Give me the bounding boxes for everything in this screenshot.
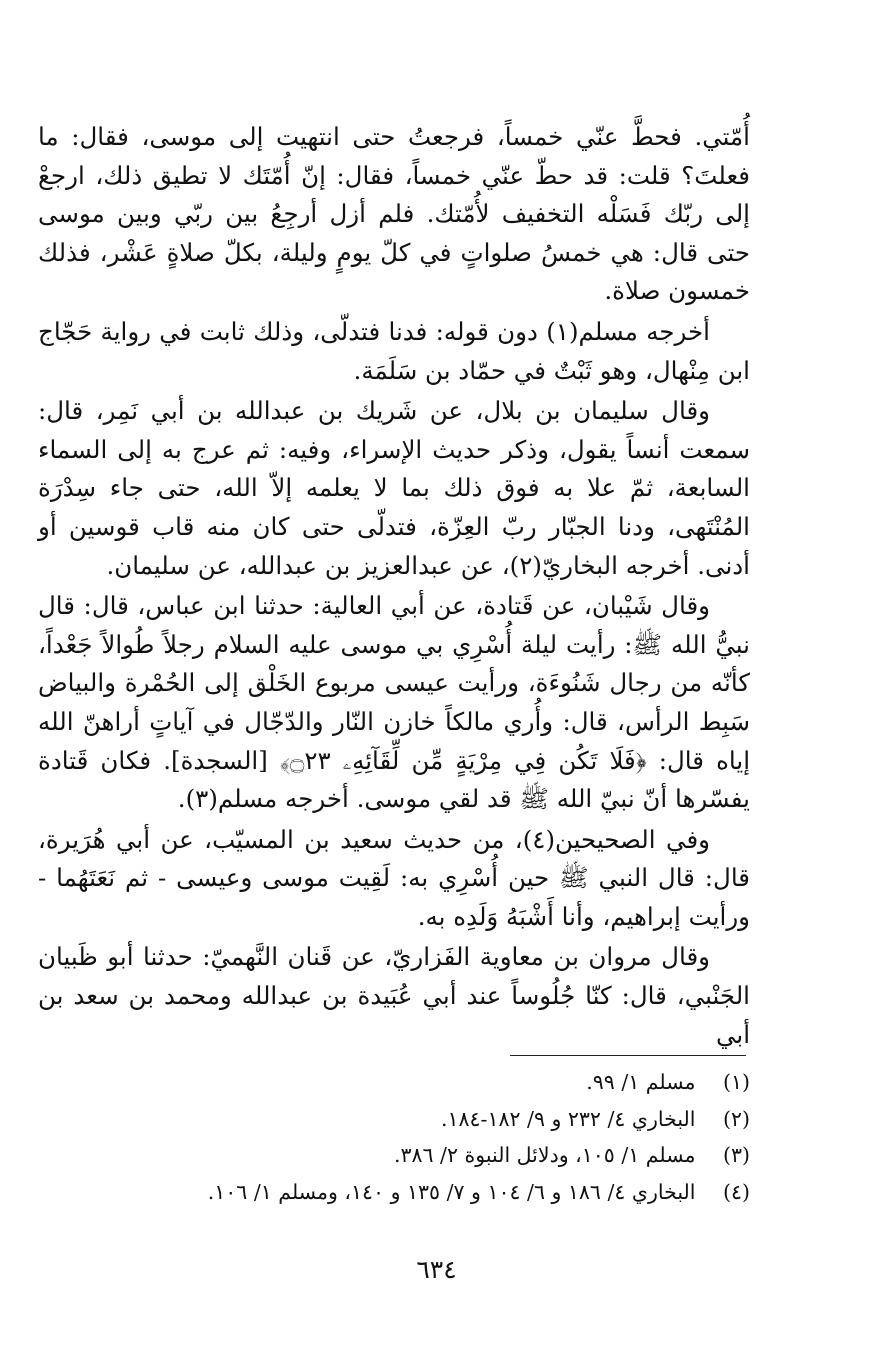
paragraph-5: وفي الصحيحين(٤)، من حديث سعيد بن المسيّب، عن أبي هُرَيرة، قال: قال النبي ﷺ حين أُسْرِي به: لَقِيت موسى وعيسى - ثم نَعَتَهُما - ورأيت إبراهيم، وأنا أَشْبَهُ وَلَدِه به. bbox=[38, 824, 750, 931]
paragraph-1: أُمّتي. فحطَّ عنّي خمساً، فرجعتُ حتى انتهيت إلى موسى، فقال: ما فعلتَ؟ قلت: قد حطّ عنّي خمساً، فقال: إنّ أُمّتَك لا تطيق ذلك، ارجعْ إلى ربّك فَسَلْه التخفيف لأُمّتك. فلم أزل أرجِعُ بين ربّي وبين موسى حتى قال: هي خمسُ صلواتٍ في كلّ يومٍ وليلة، بكلّ صلاةٍ عَشْر، فذلك خمسون صلاة. bbox=[38, 122, 750, 306]
footnote-number: (٤) bbox=[722, 1179, 750, 1204]
footnote-separator bbox=[510, 1055, 746, 1056]
footnote-number: (٢) bbox=[722, 1106, 750, 1131]
footnotes bbox=[150, 1064, 750, 1210]
main-text bbox=[38, 118, 750, 1056]
paragraph-4: وقال شَيْبان، عن قَتادة، عن أبي العالية: حدثنا ابن عباس، قال: قال نبيُّ الله ﷺ: رأيت ليلة أُسْرِي بي موسى عليه السلام رجلاً طُوالاً جَعْداً، كأنّه من رجال شَنُوءَة، ورأيت عيسى مربوع الخَلْق إلى الحُمْرة والبياض سَبِط الرأس، قال: وأُري مالكاً خازن النّار والدّجّال في آياتٍ أراهنّ الله إياه قال: ﴿فَلَا تَكُن فِي مِرْيَةٍ مِّن لِّقَآئِهِۦ ۝٢٣﴾ [السجدة]. فكان قَتادة يفسّرها أنّ نبيّ الله ﷺ قد لقي موسى. أخرجه مسلم(٣). bbox=[38, 591, 751, 814]
page-number: ٦٣٤ bbox=[416, 1255, 457, 1284]
footnote-3 bbox=[150, 1137, 750, 1174]
paragraph-3: وقال سليمان بن بلال، عن شَريك بن عبدالله بن أبي نَمِر، قال: سمعت أنساً يقول، وذكر حديث الإسراء، وفيه: ثم عرج به إلى السماء السابعة، ثمّ علا به فوق ذلك بما لا يعلمه إلاّ الله، حتى جاء سِدْرَة المُنْتَهى، ودنا الجبّار ربّ العِزّة، فتدلّى حتى كان منه قاب قوسين أو أدنى. أخرجه البخاريّ(٢)، عن عبدالعزيز بن عبدالله، عن سليمان. bbox=[38, 396, 750, 580]
footnote-text: مسلم ١/ ٩٩. bbox=[586, 1070, 696, 1094]
footnote-2 bbox=[150, 1101, 750, 1138]
footnote-1 bbox=[150, 1064, 750, 1101]
paragraph-2: أخرجه مسلم(١) دون قوله: فدنا فتدلّى، وذلك ثابت في رواية حَجّاج ابن مِنْهال، وهو ثَبْتٌ في حمّاد بن سَلَمَة. bbox=[38, 316, 750, 385]
footnote-number: (١) bbox=[722, 1070, 750, 1094]
footnote-number: (٣) bbox=[722, 1143, 750, 1167]
footnote-text: البخاري ٤/ ١٨٦ و ٦/ ١٠٤ و ٧/ ١٣٥ و ١٤٠، ومسلم ١/ ١٠٦. bbox=[207, 1179, 696, 1204]
footnote-text: مسلم ١/ ١٠٥، ودلائل النبوة ٢/ ٣٨٦. bbox=[393, 1143, 696, 1167]
footnote-text: البخاري ٤/ ٢٣٢ و ٩/ ١٨٢-١٨٤. bbox=[440, 1106, 696, 1131]
footnote-4 bbox=[150, 1174, 750, 1211]
paragraph-6: وقال مروان بن معاوية الفَزاريّ، عن قَنان النَّهميّ: حدثنا أبو ظَبيان الجَنْبي، قال: كنّا جُلُوساً عند أبي عُبَيدة بن عبدالله ومحمد بن سعد بن أبي bbox=[38, 942, 750, 1049]
